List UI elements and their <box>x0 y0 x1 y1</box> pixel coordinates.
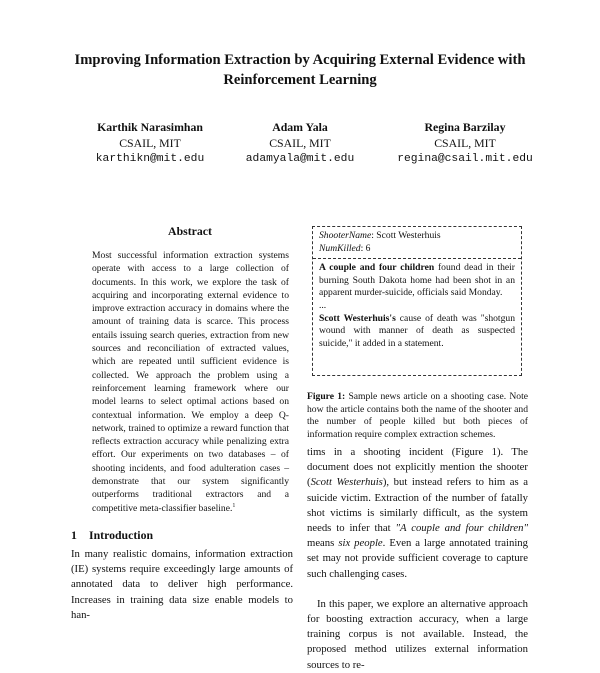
section-heading <box>71 528 153 543</box>
figure-caption <box>307 391 528 441</box>
text-run: ), but instead refers to him as a suicide victim. Extraction of the number of fatally shot victims is similarly difficult, as the system needs to infer that <box>307 476 528 535</box>
caption-text: Sample news article on a shooting case. Note how the article contains both the name of the shooter and the number of people killed but both pieces of information require complex extraction schemes. <box>307 391 528 440</box>
figure-text: found dead in their burning South Dakota home had been shot in an apparent murder-suicide, officials said Monday. <box>319 262 515 299</box>
text-run: . Even a large annotated training set may not provide sufficient coverage to capture such challenging cases. <box>307 537 528 580</box>
section-number: 1 <box>71 528 77 542</box>
figure-divider <box>313 258 521 259</box>
abstract-body: Most successful information extraction systems operate with access to a large collection of documents. In this work, we explore the task of acquiring and incorporating external evidence to improve extraction accuracy in domains where the amount of training data is scarce. This process entails issuing search queries, extraction from new sources and reconciliation of extracted values, which are repeated until sufficient evidence is collected. We approach the problem using a reinforcement learning framework where our model learns to select optimal actions based on contextual information. We employ a deep Q-network, trained to optimize a reward function that reflects extraction accuracy while penalizing extra effort. Our experiments on two databases – of shooting incidents, and food adulteration cases – demonstrate that our system significantly outperforms traditional extractors and a competitive meta-classifier baseline. <box>92 250 289 514</box>
figure-highlight: Scott Westerhuis's <box>319 312 396 324</box>
field-value: : Scott Westerhuis <box>371 230 441 241</box>
text-run: tims in a shooting incident (Figure 1). The document does not explicitly mention the shooter ( <box>307 446 528 489</box>
author-affiliation: CSAIL, MIT <box>269 136 331 150</box>
field-value: : 6 <box>360 242 371 254</box>
figure-killed-field <box>319 243 515 256</box>
section-title: Introduction <box>89 528 154 542</box>
author-name: Regina Barzilay <box>424 120 506 134</box>
figure-paragraph <box>319 313 515 351</box>
field-label: ShooterName <box>319 230 372 241</box>
figure-highlight: A couple and four children <box>319 262 435 274</box>
author-email: karthikn@mit.edu <box>95 153 205 165</box>
author-email: regina@csail.mit.edu <box>397 153 533 165</box>
paragraph: In this paper, we explore an alternative approach for boosting extraction accuracy, when a large training corpus is not available. Instead, the proposed method utilizes external information sources to re- <box>307 597 528 671</box>
paper-title: Improving Information Extraction by Acquiring External Evidence with Reinforcement Learning <box>74 52 526 88</box>
author-block <box>205 120 395 167</box>
abstract-heading: Abstract <box>168 224 212 238</box>
author-email: adamyala@mit.edu <box>245 153 355 165</box>
figure-shooter-field <box>319 230 515 243</box>
intro-text: In many realistic domains, information extraction (IE) systems require exceedingly large amounts of annotated data to deliver high performance. Increases in training data size enable models to han- <box>71 548 293 621</box>
figure-paragraph <box>319 262 515 300</box>
text-italic: Scott Westerhuis <box>310 476 383 489</box>
author-affiliation: CSAIL, MIT <box>434 136 496 150</box>
right-column-text <box>307 445 528 673</box>
abstract-text <box>92 249 289 515</box>
figure-ellipsis: ... <box>319 299 327 311</box>
author-name: Karthik Narasimhan <box>97 120 203 134</box>
author-name: Adam Yala <box>272 120 328 134</box>
text-run: means <box>307 537 339 550</box>
caption-label: Figure 1: <box>307 391 346 402</box>
figure-text: cause of death was "shotgun wound with manner of death as suspected suicide," it added in a statement. <box>319 312 515 349</box>
paragraph <box>307 445 528 582</box>
figure-article-box <box>312 226 522 376</box>
text-italic: six people <box>338 537 383 550</box>
author-affiliation: CSAIL, MIT <box>119 136 181 150</box>
author-block <box>370 120 560 167</box>
field-label: NumKilled <box>319 242 361 254</box>
footnote-mark: 1 <box>232 502 236 509</box>
text-italic: "A couple and four children" <box>395 522 528 535</box>
